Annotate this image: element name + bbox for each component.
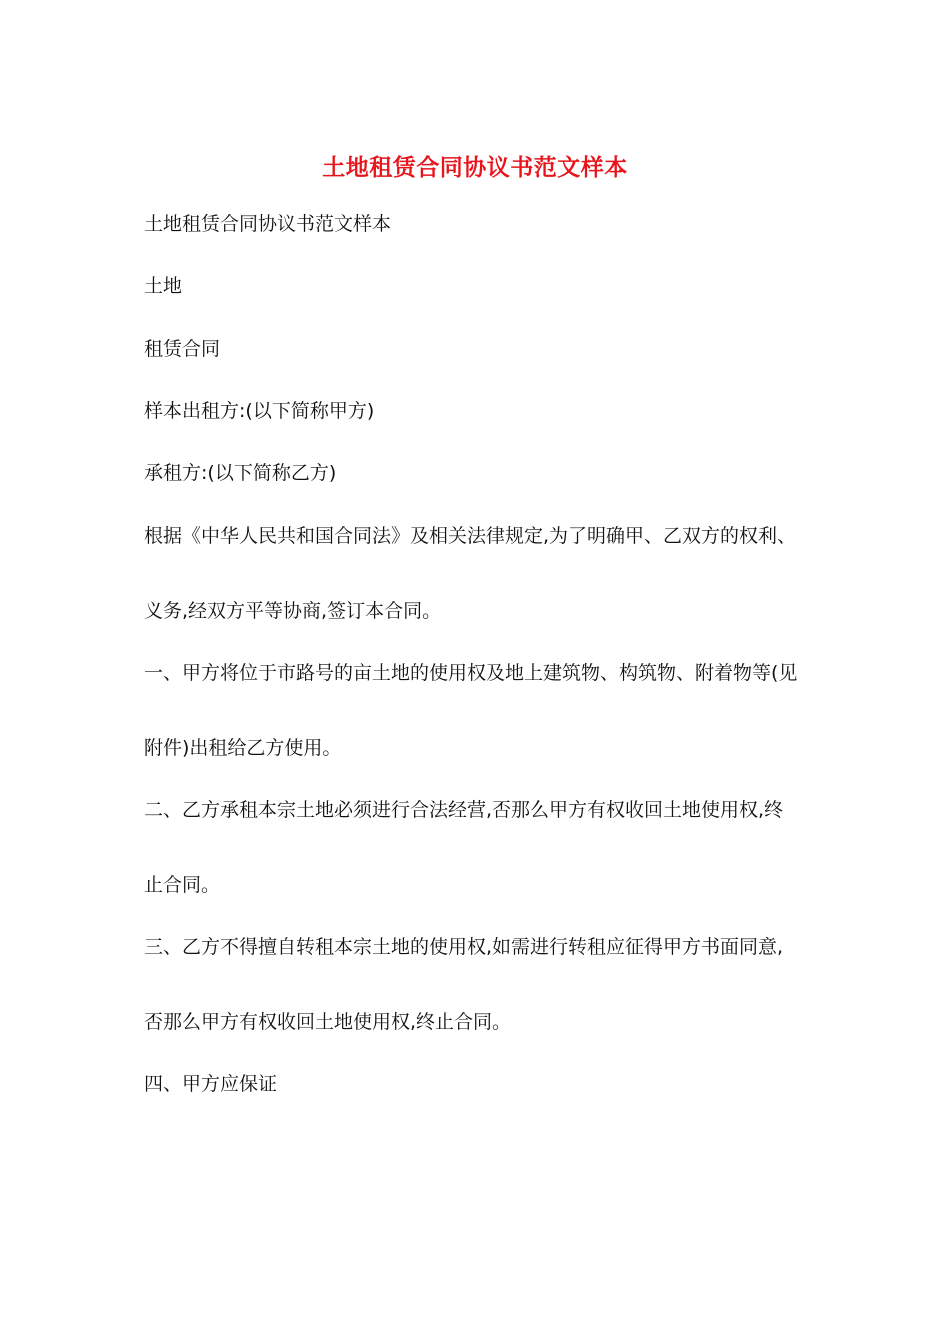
body-line-preamble-1: 根据《中华人民共和国合同法》及相关法律规定,为了明确甲、乙双方的权利、: [144, 525, 797, 547]
body-line-clause-3a: 三、乙方不得擅自转租本宗土地的使用权,如需进行转租应征得甲方书面同意,: [144, 936, 784, 958]
body-line-lease-contract: 租赁合同: [144, 338, 221, 360]
document-title: 土地租赁合同协议书范文样本: [322, 154, 628, 181]
body-line-clause-1b: 附件)出租给乙方使用。: [144, 737, 342, 759]
body-line-lessee: 承租方:(以下简称乙方): [144, 462, 337, 484]
body-line-clause-2b: 止合同。: [144, 874, 221, 896]
body-line-land: 土地: [144, 275, 183, 297]
body-line-clause-3b: 否那么甲方有权收回土地使用权,终止合同。: [144, 1011, 512, 1033]
body-line-lessor: 样本出租方:(以下简称甲方): [144, 400, 375, 422]
body-line-clause-2a: 二、乙方承租本宗土地必须进行合法经营,否那么甲方有权收回土地使用权,终: [144, 799, 784, 821]
body-line-preamble-2: 义务,经双方平等协商,签订本合同。: [144, 600, 442, 622]
body-line-clause-4: 四、甲方应保证: [144, 1073, 278, 1095]
body-line-clause-1a: 一、甲方将位于市路号的亩土地的使用权及地上建筑物、构筑物、附着物等(见: [144, 662, 798, 684]
body-line-subtitle: 土地租赁合同协议书范文样本: [144, 213, 392, 235]
